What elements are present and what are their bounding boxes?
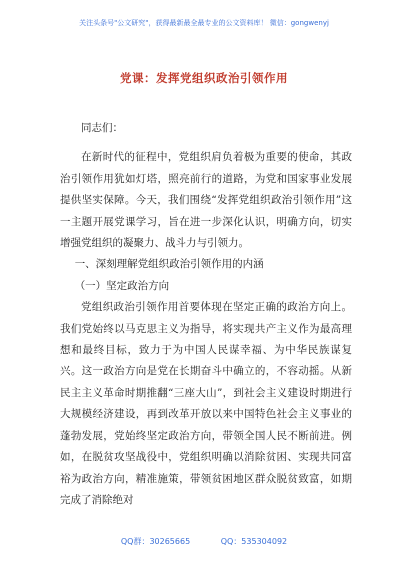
greeting: 同志们：: [81, 122, 123, 134]
header-note: 关注头条号"公文研究"，获得最新最全最专业的公文资料库！ 微信：gongwenyj: [79, 19, 329, 27]
section-heading: 一、深刻理解党组织政治引领作用的内涵: [74, 258, 264, 271]
document-title: 党课：发挥党组织政治引领作用: [120, 71, 288, 85]
subsection-heading: （一）坚定政治方向: [74, 279, 170, 292]
footer-contacts: [0, 536, 408, 547]
intro-paragraph: 在新时代的征程中，党组织肩负着极为重要的使命，其政治引领作用犹如灯塔，照亮前行的道路，为党和国家事业发展提供坚实保障。今天，我们围绕“发挥党组织政治引领作用”这一主题开展党课学习，旨在进一步深化认识，明确方向，切实增强党组织的凝聚力、战斗力与引领力。: [60, 151, 352, 250]
body-paragraph: 党组织政治引领作用首要体现在坚定正确的政治方向上。我们党始终以马克思主义为指导，将实现共产主义作为最高理想和最终目标，致力于为中国人民谋幸福、为中华民族谋复兴。这一政治方向是党在长期奋斗中确立的，不容动摇。从新民主主义革命时期推翻“三座大山”，到社会主义建设时期进行大规模经济建设，再到改革开放以来中国特色社会主义事业的蓬勃发展，党始终坚定政治方向，带领全国人民不断前进。例如，在脱贫攻坚战役中，党组织明确以消除贫困、实现共同富裕为政治方向，精准施策，带领贫困地区群众脱贫致富，如期完成了消除绝对: [60, 301, 352, 506]
footer-qq: QQ：535304092: [220, 537, 288, 546]
footer-qq-group: QQ群：30265665: [120, 537, 191, 546]
document-body: [60, 118, 352, 511]
